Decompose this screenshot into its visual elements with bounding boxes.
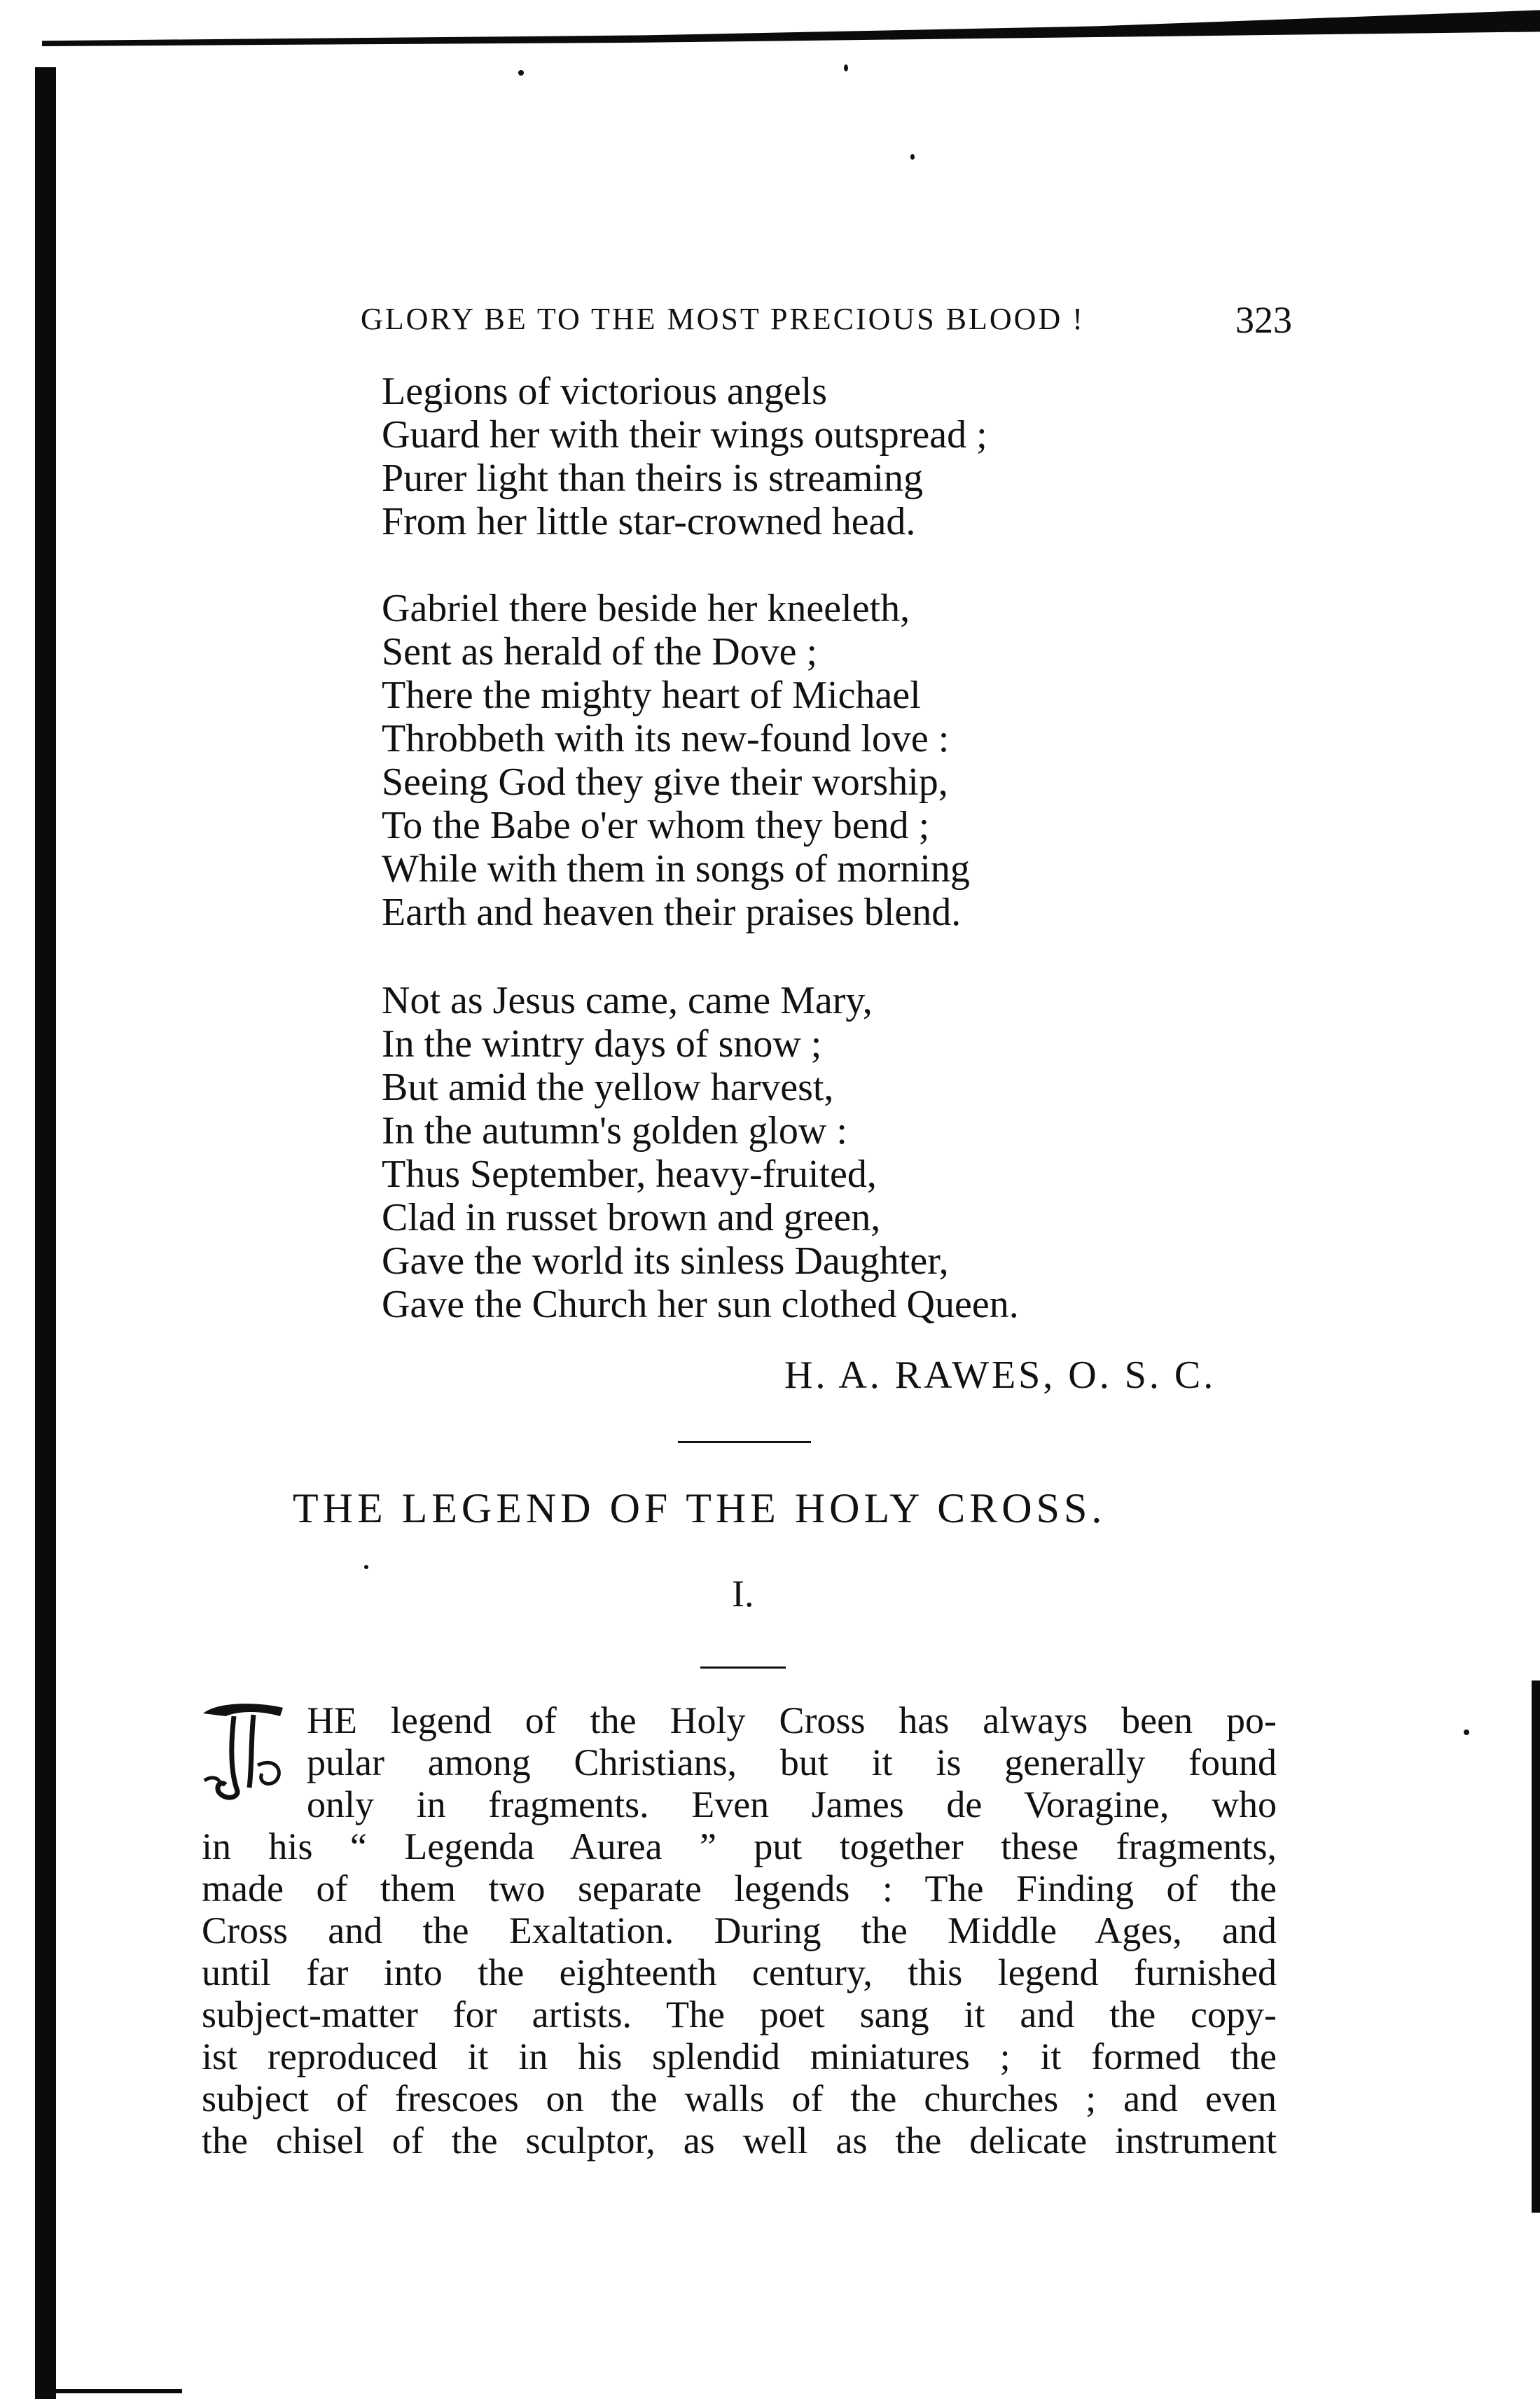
scan-speck	[1464, 1730, 1469, 1735]
section-divider	[678, 1441, 811, 1443]
body-line: only in fragments. Even James de Voragine, who	[307, 1783, 1277, 1825]
poem-line: Earth and heaven their praises blend.	[382, 891, 962, 934]
article-title: THE LEGEND OF THE HOLY CROSS.	[293, 1485, 1107, 1531]
body-line: ist reproduced it in his splendid miniatures ; it formed the	[202, 2035, 1277, 2078]
poem-line: Gave the world its sinless Daughter,	[382, 1239, 949, 1283]
scan-border-top	[42, 10, 1540, 46]
poem-stanza	[382, 979, 1019, 1326]
poem-line: There the mighty heart of Michael	[382, 674, 921, 717]
body-line: subject of frescoes on the walls of the churches ; and even	[202, 2078, 1277, 2120]
poem-signature: H. A. RAWES, O. S. C.	[784, 1353, 1216, 1397]
running-head	[361, 301, 1292, 350]
section-divider	[700, 1666, 786, 1669]
poem-line: While with them in songs of morning	[382, 847, 970, 891]
poem-line: Thus September, heavy-fruited,	[382, 1153, 877, 1196]
poem-line: From her little star-crowned head.	[382, 500, 916, 543]
scan-speck	[844, 64, 848, 71]
poem-line: Gave the Church her sun clothed Queen.	[382, 1283, 1019, 1326]
poem-line: Sent as herald of the Dove ;	[382, 630, 818, 674]
poem-line: Not as Jesus came, came Mary,	[382, 979, 873, 1022]
body-line: Cross and the Exaltation. During the Middle Ages, and	[202, 1909, 1277, 1951]
body-line: subject-matter for artists. The poet sang it and the copy-	[202, 1993, 1277, 2035]
body-line: made of them two separate legends : The Finding of the	[202, 1867, 1277, 1909]
scan-border-left-foot	[35, 2389, 182, 2393]
poem-line: In the wintry days of snow ;	[382, 1022, 822, 1066]
poem-line: Clad in russet brown and green,	[382, 1196, 881, 1239]
body-line: the chisel of the sculptor, as well as the delicate instrument	[202, 2120, 1277, 2162]
section-number: I.	[732, 1573, 754, 1615]
poem-line: To the Babe o'er whom they bend ;	[382, 804, 930, 847]
poem-line: Seeing God they give their worship,	[382, 760, 948, 804]
running-title: GLORY BE TO THE MOST PRECIOUS BLOOD !	[361, 302, 1085, 336]
article-body	[202, 1699, 1277, 2162]
scan-border-left	[35, 67, 56, 2399]
body-line: pular among Christians, but it is generally found	[307, 1741, 1277, 1783]
poem-line: But amid the yellow harvest,	[382, 1066, 834, 1109]
poem-line: Purer light than theirs is streaming	[382, 457, 923, 500]
page-number: 323	[1235, 299, 1292, 341]
poem-line: Legions of victorious angels	[382, 370, 828, 413]
body-line-first: HE legend of the Holy Cross has always been po-	[307, 1699, 1277, 1741]
poem-line: In the autumn's golden glow :	[382, 1109, 847, 1153]
scan-border-right	[1532, 1680, 1540, 2213]
body-line: in his “ Legenda Aurea ” put together these fragments,	[202, 1825, 1277, 1867]
scan-speck	[518, 70, 524, 76]
poem-stanza	[382, 370, 987, 543]
poem-line: Gabriel there beside her kneeleth,	[382, 587, 910, 630]
poem-stanza	[382, 587, 970, 934]
body-line: until far into the eighteenth century, this legend furnished	[202, 1951, 1277, 1993]
scan-speck	[910, 154, 915, 160]
scan-speck	[364, 1565, 368, 1569]
poem-line: Guard her with their wings outspread ;	[382, 413, 987, 457]
poem-line: Throbbeth with its new-found love :	[382, 717, 950, 760]
